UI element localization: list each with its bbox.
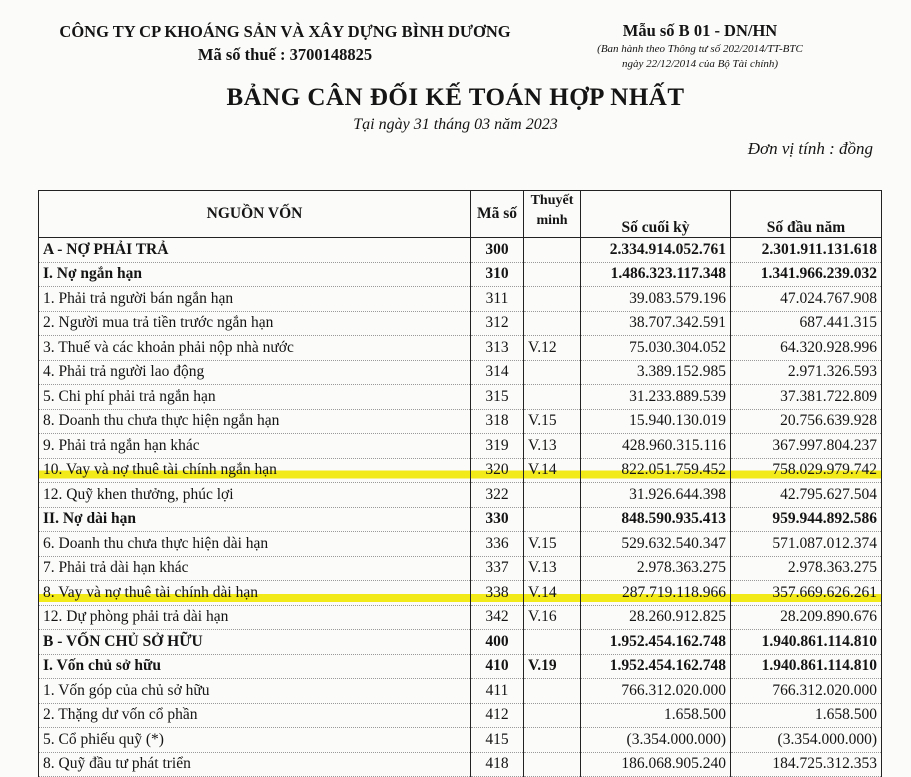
column-header-code: Mã số xyxy=(471,191,524,238)
row-note xyxy=(524,287,581,312)
table-row xyxy=(39,532,882,557)
table-row xyxy=(39,311,882,336)
row-code: 311 xyxy=(471,287,524,312)
table-row xyxy=(39,507,882,532)
row-code: 315 xyxy=(471,385,524,410)
row-end-value: 31.233.889.539 xyxy=(581,385,731,410)
row-end-value: 186.068.905.240 xyxy=(581,752,731,777)
company-name: CÔNG TY CP KHOÁNG SẢN VÀ XÂY DỰNG BÌNH DƯƠNG xyxy=(59,22,511,41)
row-note xyxy=(524,752,581,777)
table-row xyxy=(39,336,882,361)
row-note xyxy=(524,262,581,287)
row-start-value: 2.971.326.593 xyxy=(731,360,882,385)
row-code: 337 xyxy=(471,556,524,581)
row-code: 410 xyxy=(471,654,524,679)
row-name: 3. Thuế và các khoản phải nộp nhà nước xyxy=(39,336,471,361)
row-start-value: (3.354.000.000) xyxy=(731,728,882,753)
row-code: 312 xyxy=(471,311,524,336)
row-name: 1. Vốn góp của chủ sở hữu xyxy=(39,679,471,704)
row-note xyxy=(524,238,581,263)
row-start-value: 47.024.767.908 xyxy=(731,287,882,312)
form-note-date: ngày 22/12/2014 của Bộ Tài chính) xyxy=(621,58,779,70)
row-end-value: 287.719.118.966 xyxy=(581,581,731,606)
row-start-value: 367.997.804.237 xyxy=(731,434,882,459)
table-row xyxy=(39,238,882,263)
row-name: II. Nợ dài hạn xyxy=(39,507,471,532)
row-code: 319 xyxy=(471,434,524,459)
row-end-value: 822.051.759.452 xyxy=(581,458,731,483)
row-note: V.14 xyxy=(524,581,581,606)
row-end-value: (3.354.000.000) xyxy=(581,728,731,753)
row-code: 418 xyxy=(471,752,524,777)
row-code: 313 xyxy=(471,336,524,361)
tax-code: Mã số thuế : 3700148825 xyxy=(197,45,373,64)
row-name: A - NỢ PHẢI TRẢ xyxy=(39,238,471,263)
row-code: 338 xyxy=(471,581,524,606)
row-name: 2. Người mua trả tiền trước ngắn hạn xyxy=(39,311,471,336)
column-header-end: Số cuối kỳ xyxy=(581,191,731,238)
row-note: V.16 xyxy=(524,605,581,630)
row-start-value: 28.209.890.676 xyxy=(731,605,882,630)
row-note: V.15 xyxy=(524,532,581,557)
table-row xyxy=(39,556,882,581)
row-note: V.13 xyxy=(524,434,581,459)
table-row xyxy=(39,581,882,606)
row-code: 314 xyxy=(471,360,524,385)
row-name: I. Vốn chủ sở hữu xyxy=(39,654,471,679)
row-note: V.14 xyxy=(524,458,581,483)
row-end-value: 28.260.912.825 xyxy=(581,605,731,630)
table-row xyxy=(39,679,882,704)
row-note: V.12 xyxy=(524,336,581,361)
row-start-value: 1.341.966.239.032 xyxy=(731,262,882,287)
row-note xyxy=(524,483,581,508)
row-note xyxy=(524,728,581,753)
table-row xyxy=(39,483,882,508)
row-name: I. Nợ ngắn hạn xyxy=(39,262,471,287)
row-start-value: 42.795.627.504 xyxy=(731,483,882,508)
row-name: 5. Chi phí phải trả ngắn hạn xyxy=(39,385,471,410)
row-code: 412 xyxy=(471,703,524,728)
row-end-value: 75.030.304.052 xyxy=(581,336,731,361)
row-start-value: 1.940.861.114.810 xyxy=(731,630,882,655)
row-name: 5. Cổ phiếu quỹ (*) xyxy=(39,728,471,753)
row-note xyxy=(524,311,581,336)
row-note xyxy=(524,360,581,385)
row-end-value: 428.960.315.116 xyxy=(581,434,731,459)
row-end-value: 1.658.500 xyxy=(581,703,731,728)
row-name: 7. Phải trả dài hạn khác xyxy=(39,556,471,581)
row-code: 411 xyxy=(471,679,524,704)
row-name: 10. Vay và nợ thuê tài chính ngắn hạn xyxy=(39,458,471,483)
row-end-value: 1.486.323.117.348 xyxy=(581,262,731,287)
row-end-value: 848.590.935.413 xyxy=(581,507,731,532)
row-end-value: 2.978.363.275 xyxy=(581,556,731,581)
row-start-value: 20.756.639.928 xyxy=(731,409,882,434)
row-end-value: 39.083.579.196 xyxy=(581,287,731,312)
table-row xyxy=(39,287,882,312)
row-start-value: 571.087.012.374 xyxy=(731,532,882,557)
row-code: 300 xyxy=(471,238,524,263)
table-row xyxy=(39,703,882,728)
row-note: V.13 xyxy=(524,556,581,581)
row-note xyxy=(524,385,581,410)
row-start-value: 1.658.500 xyxy=(731,703,882,728)
document-title: BẢNG CÂN ĐỐI KẾ TOÁN HỢP NHẤT xyxy=(226,84,685,111)
row-start-value: 184.725.312.353 xyxy=(731,752,882,777)
form-info xyxy=(570,20,830,72)
report-date: Tại ngày 31 tháng 03 năm 2023 xyxy=(353,116,558,133)
row-start-value: 959.944.892.586 xyxy=(731,507,882,532)
table-row xyxy=(39,654,882,679)
row-name: 4. Phải trả người lao động xyxy=(39,360,471,385)
row-name: 8. Vay và nợ thuê tài chính dài hạn xyxy=(39,581,471,606)
row-end-value: 1.952.454.162.748 xyxy=(581,630,731,655)
row-start-value: 687.441.315 xyxy=(731,311,882,336)
row-start-value: 2.978.363.275 xyxy=(731,556,882,581)
row-code: 320 xyxy=(471,458,524,483)
column-header-note: Thuyết minh xyxy=(524,191,581,238)
row-code: 336 xyxy=(471,532,524,557)
row-code: 330 xyxy=(471,507,524,532)
row-start-value: 2.301.911.131.618 xyxy=(731,238,882,263)
table-row xyxy=(39,434,882,459)
row-start-value: 357.669.626.261 xyxy=(731,581,882,606)
table-row xyxy=(39,605,882,630)
row-name: 1. Phải trả người bán ngắn hạn xyxy=(39,287,471,312)
company-header xyxy=(55,20,515,66)
row-end-value: 2.334.914.052.761 xyxy=(581,238,731,263)
row-code: 400 xyxy=(471,630,524,655)
row-code: 415 xyxy=(471,728,524,753)
table-row xyxy=(39,630,882,655)
row-end-value: 529.632.540.347 xyxy=(581,532,731,557)
row-name: 2. Thặng dư vốn cổ phần xyxy=(39,703,471,728)
table-header-row xyxy=(39,191,882,238)
table-row xyxy=(39,385,882,410)
table-row xyxy=(39,752,882,777)
row-code: 318 xyxy=(471,409,524,434)
row-name: 9. Phải trả ngắn hạn khác xyxy=(39,434,471,459)
row-end-value: 38.707.342.591 xyxy=(581,311,731,336)
form-code: Mẫu số B 01 - DN/HN xyxy=(622,21,778,40)
row-start-value: 1.940.861.114.810 xyxy=(731,654,882,679)
row-end-value: 15.940.130.019 xyxy=(581,409,731,434)
row-name: 6. Doanh thu chưa thực hiện dài hạn xyxy=(39,532,471,557)
row-start-value: 766.312.020.000 xyxy=(731,679,882,704)
row-note xyxy=(524,630,581,655)
row-end-value: 1.952.454.162.748 xyxy=(581,654,731,679)
row-note xyxy=(524,679,581,704)
row-note xyxy=(524,703,581,728)
row-start-value: 64.320.928.996 xyxy=(731,336,882,361)
row-code: 322 xyxy=(471,483,524,508)
table-row xyxy=(39,728,882,753)
column-header-start: Số đầu năm xyxy=(731,191,882,238)
currency-unit: Đơn vị tính : đồng xyxy=(747,139,873,158)
table-row xyxy=(39,409,882,434)
row-name: 12. Dự phòng phải trả dài hạn xyxy=(39,605,471,630)
table-row xyxy=(39,360,882,385)
row-start-value: 758.029.979.742 xyxy=(731,458,882,483)
row-code: 342 xyxy=(471,605,524,630)
row-name: B - VỐN CHỦ SỞ HỮU xyxy=(39,630,471,655)
row-start-value: 37.381.722.809 xyxy=(731,385,882,410)
balance-sheet-table xyxy=(38,190,882,777)
column-header-name: NGUỒN VỐN xyxy=(39,191,471,238)
form-note-circular: (Ban hành theo Thông tư số 202/2014/TT-BTC xyxy=(597,43,803,55)
row-end-value: 31.926.644.398 xyxy=(581,483,731,508)
row-note xyxy=(524,507,581,532)
row-code: 310 xyxy=(471,262,524,287)
row-name: 8. Quỹ đầu tư phát triển xyxy=(39,752,471,777)
row-end-value: 766.312.020.000 xyxy=(581,679,731,704)
row-end-value: 3.389.152.985 xyxy=(581,360,731,385)
row-name: 8. Doanh thu chưa thực hiện ngắn hạn xyxy=(39,409,471,434)
table-row xyxy=(39,262,882,287)
table-row xyxy=(39,458,882,483)
row-note: V.19 xyxy=(524,654,581,679)
row-note: V.15 xyxy=(524,409,581,434)
row-name: 12. Quỹ khen thưởng, phúc lợi xyxy=(39,483,471,508)
